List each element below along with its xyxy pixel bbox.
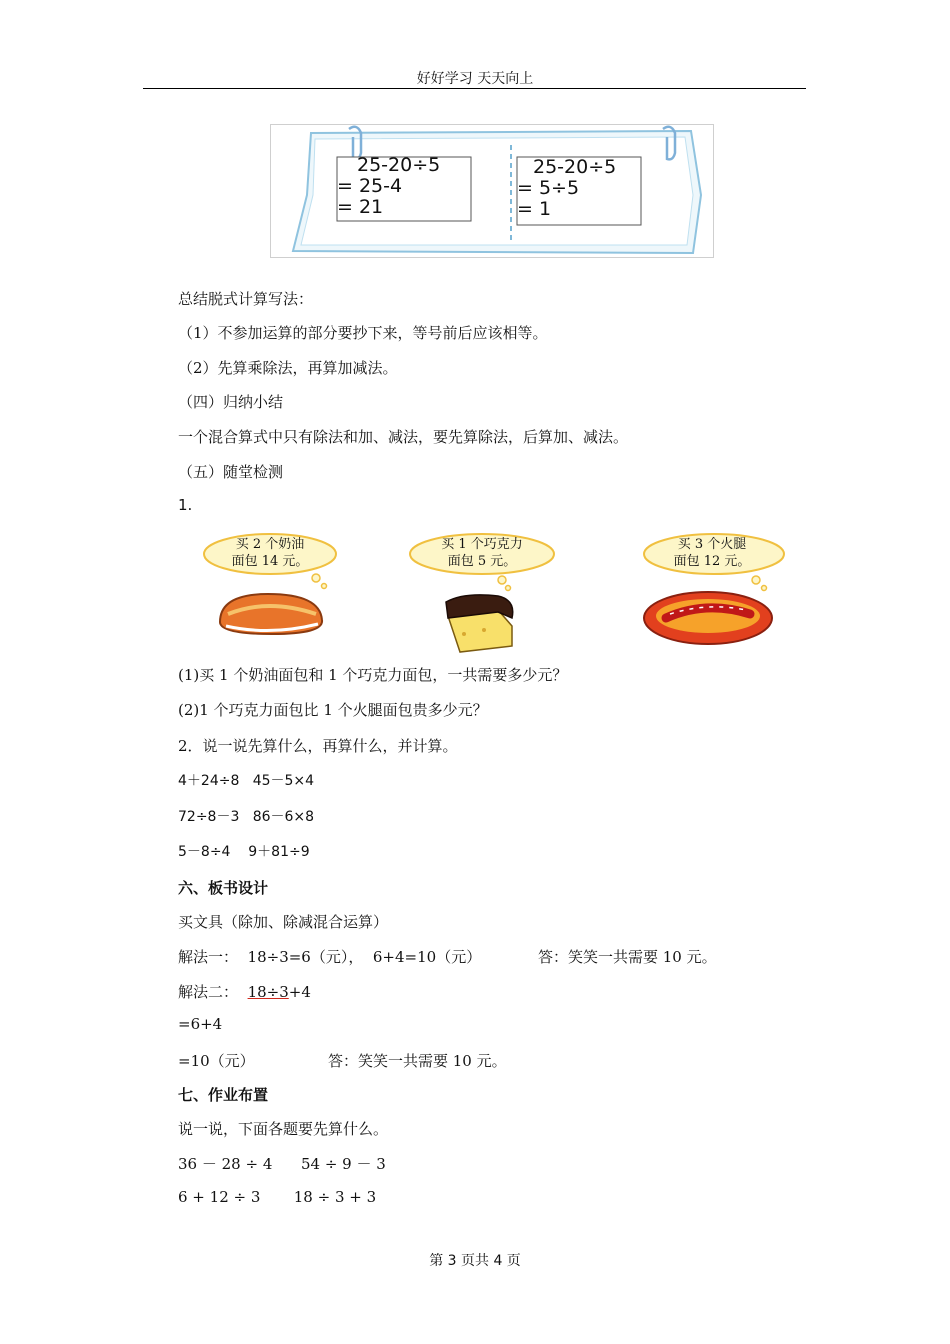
summary-rule-1: （1）不参加运算的部分要抄下来，等号前后应该相等。 <box>178 324 548 342</box>
summary-heading: 总结脱式计算写法： <box>178 290 314 308</box>
exercise-row-1: 4＋24÷8 45－5×4 <box>178 773 315 789</box>
bread-card-cream <box>198 530 348 650</box>
solution-2 <box>178 981 311 1002</box>
ham-bubble-text <box>636 536 788 570</box>
homework-row-2: 6 + 12 ÷ 3 18 ÷ 3 + 3 <box>178 1188 377 1206</box>
question-1a: (1)买 1 个奶油面包和 1 个巧克力面包，一共需要多少元？ <box>178 666 568 684</box>
solution-2-step-1: =6+4 <box>178 1015 223 1033</box>
question-1b: (2)1 个巧克力面包比 1 个火腿面包贵多少元？ <box>178 701 488 719</box>
calculation-figure <box>270 124 714 258</box>
solution-2-underlined: 18÷3 <box>247 983 289 1001</box>
solution-2-answer: 答：笑笑一共需要 10 元。 <box>328 1052 507 1070</box>
chocolate-bubble-text <box>404 536 560 570</box>
header-rule <box>143 88 806 89</box>
bubble-line: 面包 5 元。 <box>447 554 517 569</box>
homework-row-1: 36 － 28 ÷ 4 54 ÷ 9 － 3 <box>178 1155 386 1173</box>
left-card-text <box>337 154 441 218</box>
bubble-line: 买 1 个巧克力 <box>441 537 523 552</box>
left-card-line: 25-20÷5 <box>357 154 441 176</box>
exercise-row-3: 5－8÷4 9＋81÷9 <box>178 844 310 860</box>
section5-heading: （五）随堂检测 <box>178 463 284 481</box>
left-card-line: = 21 <box>337 196 384 218</box>
section7-heading: 七、作业布置 <box>178 1086 269 1104</box>
solution-2-step-2: =10（元） <box>178 1052 255 1070</box>
section6-heading: 六、板书设计 <box>178 879 269 897</box>
page-header: 好好学习 天天向上 <box>416 71 534 87</box>
bubble-line: 买 3 个火腿 <box>677 537 747 552</box>
section4-text: 一个混合算式中只有除法和加、减法，要先算除法，后算加、减法。 <box>178 428 629 446</box>
summary-rule-2: （2）先算乘除法，再算加减法。 <box>178 359 398 377</box>
bread-card-ham <box>636 530 788 652</box>
right-card-text <box>517 156 617 220</box>
section6-title: 买文具（除加、除减混合运算） <box>178 913 389 931</box>
section4-heading: （四）归纳小结 <box>178 393 284 411</box>
section7-text: 说一说，下面各题要先算什么。 <box>178 1120 389 1138</box>
question-2: 2．说一说先算什么，再算什么，并计算。 <box>178 737 458 755</box>
page-footer: 第 3 页共 4 页 <box>429 1253 521 1269</box>
right-card-line: = 1 <box>517 198 552 220</box>
solution-2-rest: +4 <box>288 983 311 1001</box>
right-card-line: = 5÷5 <box>517 177 580 199</box>
bubble-line: 买 2 个奶油 <box>235 537 305 552</box>
bubble-line: 面包 14 元。 <box>231 554 309 569</box>
exercise-row-2: 72÷8－3 86－6×8 <box>178 809 315 825</box>
solution-1-answer: 答：笑笑一共需要 10 元。 <box>538 948 717 966</box>
question1-label: 1. <box>178 496 193 514</box>
bread-card-chocolate <box>404 530 560 654</box>
right-card-line: 25-20÷5 <box>533 156 617 178</box>
solution-2-label: 解法二： <box>178 983 239 1001</box>
bubble-line: 面包 12 元。 <box>673 554 751 569</box>
left-card-line: = 25-4 <box>337 175 403 197</box>
solution-1: 解法一： 18÷3=6（元）， 6+4=10（元） <box>178 948 482 966</box>
cream-bubble-text <box>198 536 342 570</box>
